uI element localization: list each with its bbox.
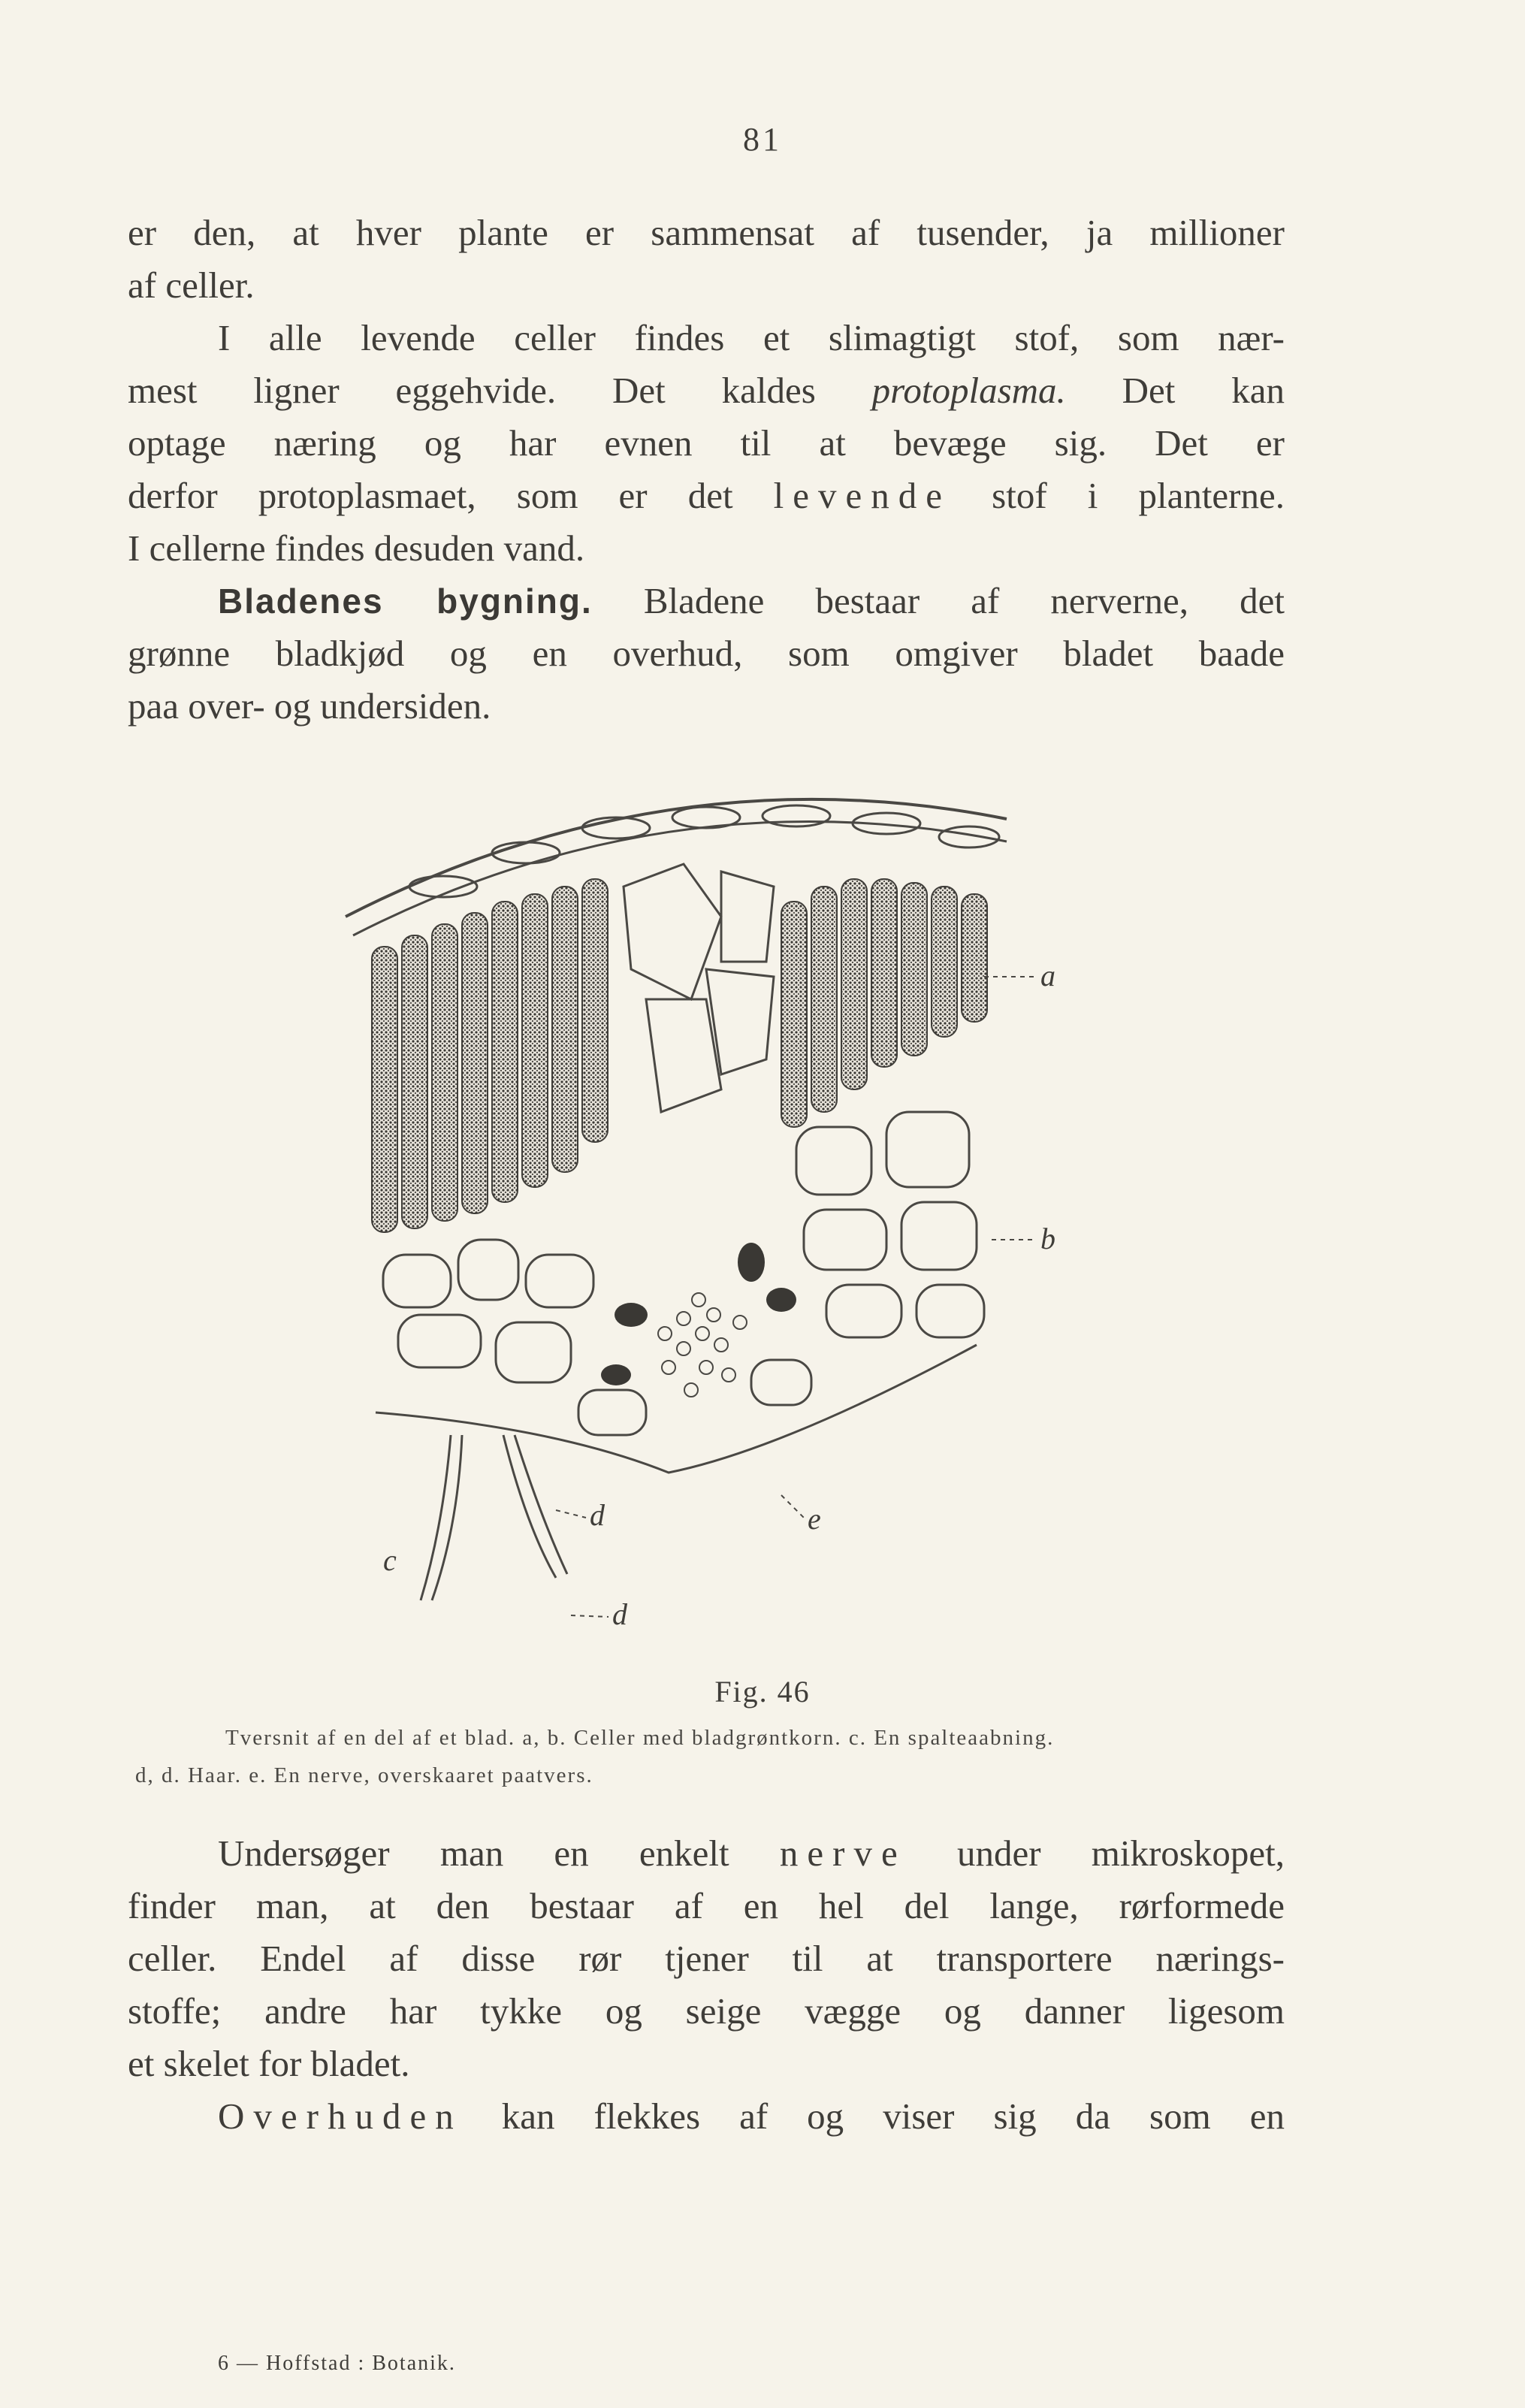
paragraph-line: optage næring og har evnen til at bevæge sig. Det er (128, 422, 1285, 464)
page-number: 81 (743, 121, 782, 158)
paragraph-line: I cellerne findes desuden vand. (128, 527, 585, 569)
figure-label-d-upper: d (590, 1498, 605, 1532)
paragraph-line: paa over- og undersiden. (128, 685, 491, 727)
paragraph-line: et skelet for bladet. (128, 2043, 410, 2084)
figure-label-b: b (1040, 1222, 1055, 1255)
paragraph-line: finder man, at den bestaar af en hel del lange, rørformede (128, 1885, 1285, 1926)
paragraph-line (128, 2090, 1285, 2143)
emphasis-nerve: nerve (779, 1832, 907, 1874)
paragraph-line (128, 1827, 1285, 1880)
paragraph-line: er den, at hver plante er sammensat af tusender, ja millioner (128, 212, 1285, 253)
emphasis-protoplasma: protoplasma. (871, 370, 1066, 411)
caption-line: Tversnit af en del af et blad. a, b. Celler med bladgrøntkorn. c. En spalteaabning. (225, 1726, 1055, 1750)
caption-line: d, d. Haar. e. En nerve, overskaaret paatvers. (135, 1763, 593, 1787)
paragraph-line: stoffe; andre har tykke og seige vægge og danner ligesom (128, 1990, 1285, 2032)
page-footer: 6 — Hoffstad : Botanik. (218, 2352, 456, 2375)
paragraph-line: celler. Endel af disse rør tjener til at transportere nærings- (128, 1938, 1285, 1979)
text-span: kan flekkes af og viser sig da som en (462, 2095, 1285, 2137)
figure-title: Fig. 46 (714, 1675, 811, 1709)
body-text-upper (128, 207, 1285, 733)
paragraph-line (128, 364, 1285, 417)
text-span: Undersøger man en enkelt (218, 1832, 780, 1874)
text-span: Det kan (1065, 370, 1285, 411)
section-heading: Bladenes bygning. (218, 582, 593, 621)
text-span: Bladene bestaar af nerverne, det (592, 580, 1285, 621)
figure-caption (135, 1719, 1285, 1794)
text-span: stof i planterne. (951, 475, 1285, 516)
text-span: under mikroskopet, (906, 1832, 1285, 1874)
leaf-cross-section-figure (331, 774, 1082, 1653)
figure-label-d-lower: d (612, 1597, 627, 1631)
paragraph-line (128, 575, 1285, 627)
emphasis-levende: levende (773, 475, 952, 516)
emphasis-overhuden: Overhuden (218, 2095, 463, 2137)
text-span: derfor protoplasmaet, som er det (128, 475, 774, 516)
figure-label-a: a (1040, 959, 1055, 993)
leaf-illustration (331, 774, 1082, 1653)
figure-label-e: e (808, 1502, 821, 1536)
paragraph-line: af celler. (128, 264, 255, 306)
body-text-lower (128, 1827, 1285, 2143)
paragraph-line (128, 470, 1285, 522)
text-span: mest ligner eggehvide. Det kaldes (128, 370, 872, 411)
paragraph-line: I alle levende celler findes et slimagtigt stof, som nær- (218, 317, 1285, 358)
figure-label-c: c (383, 1543, 397, 1577)
paragraph-line: grønne bladkjød og en overhud, som omgiver bladet baade (128, 633, 1285, 674)
